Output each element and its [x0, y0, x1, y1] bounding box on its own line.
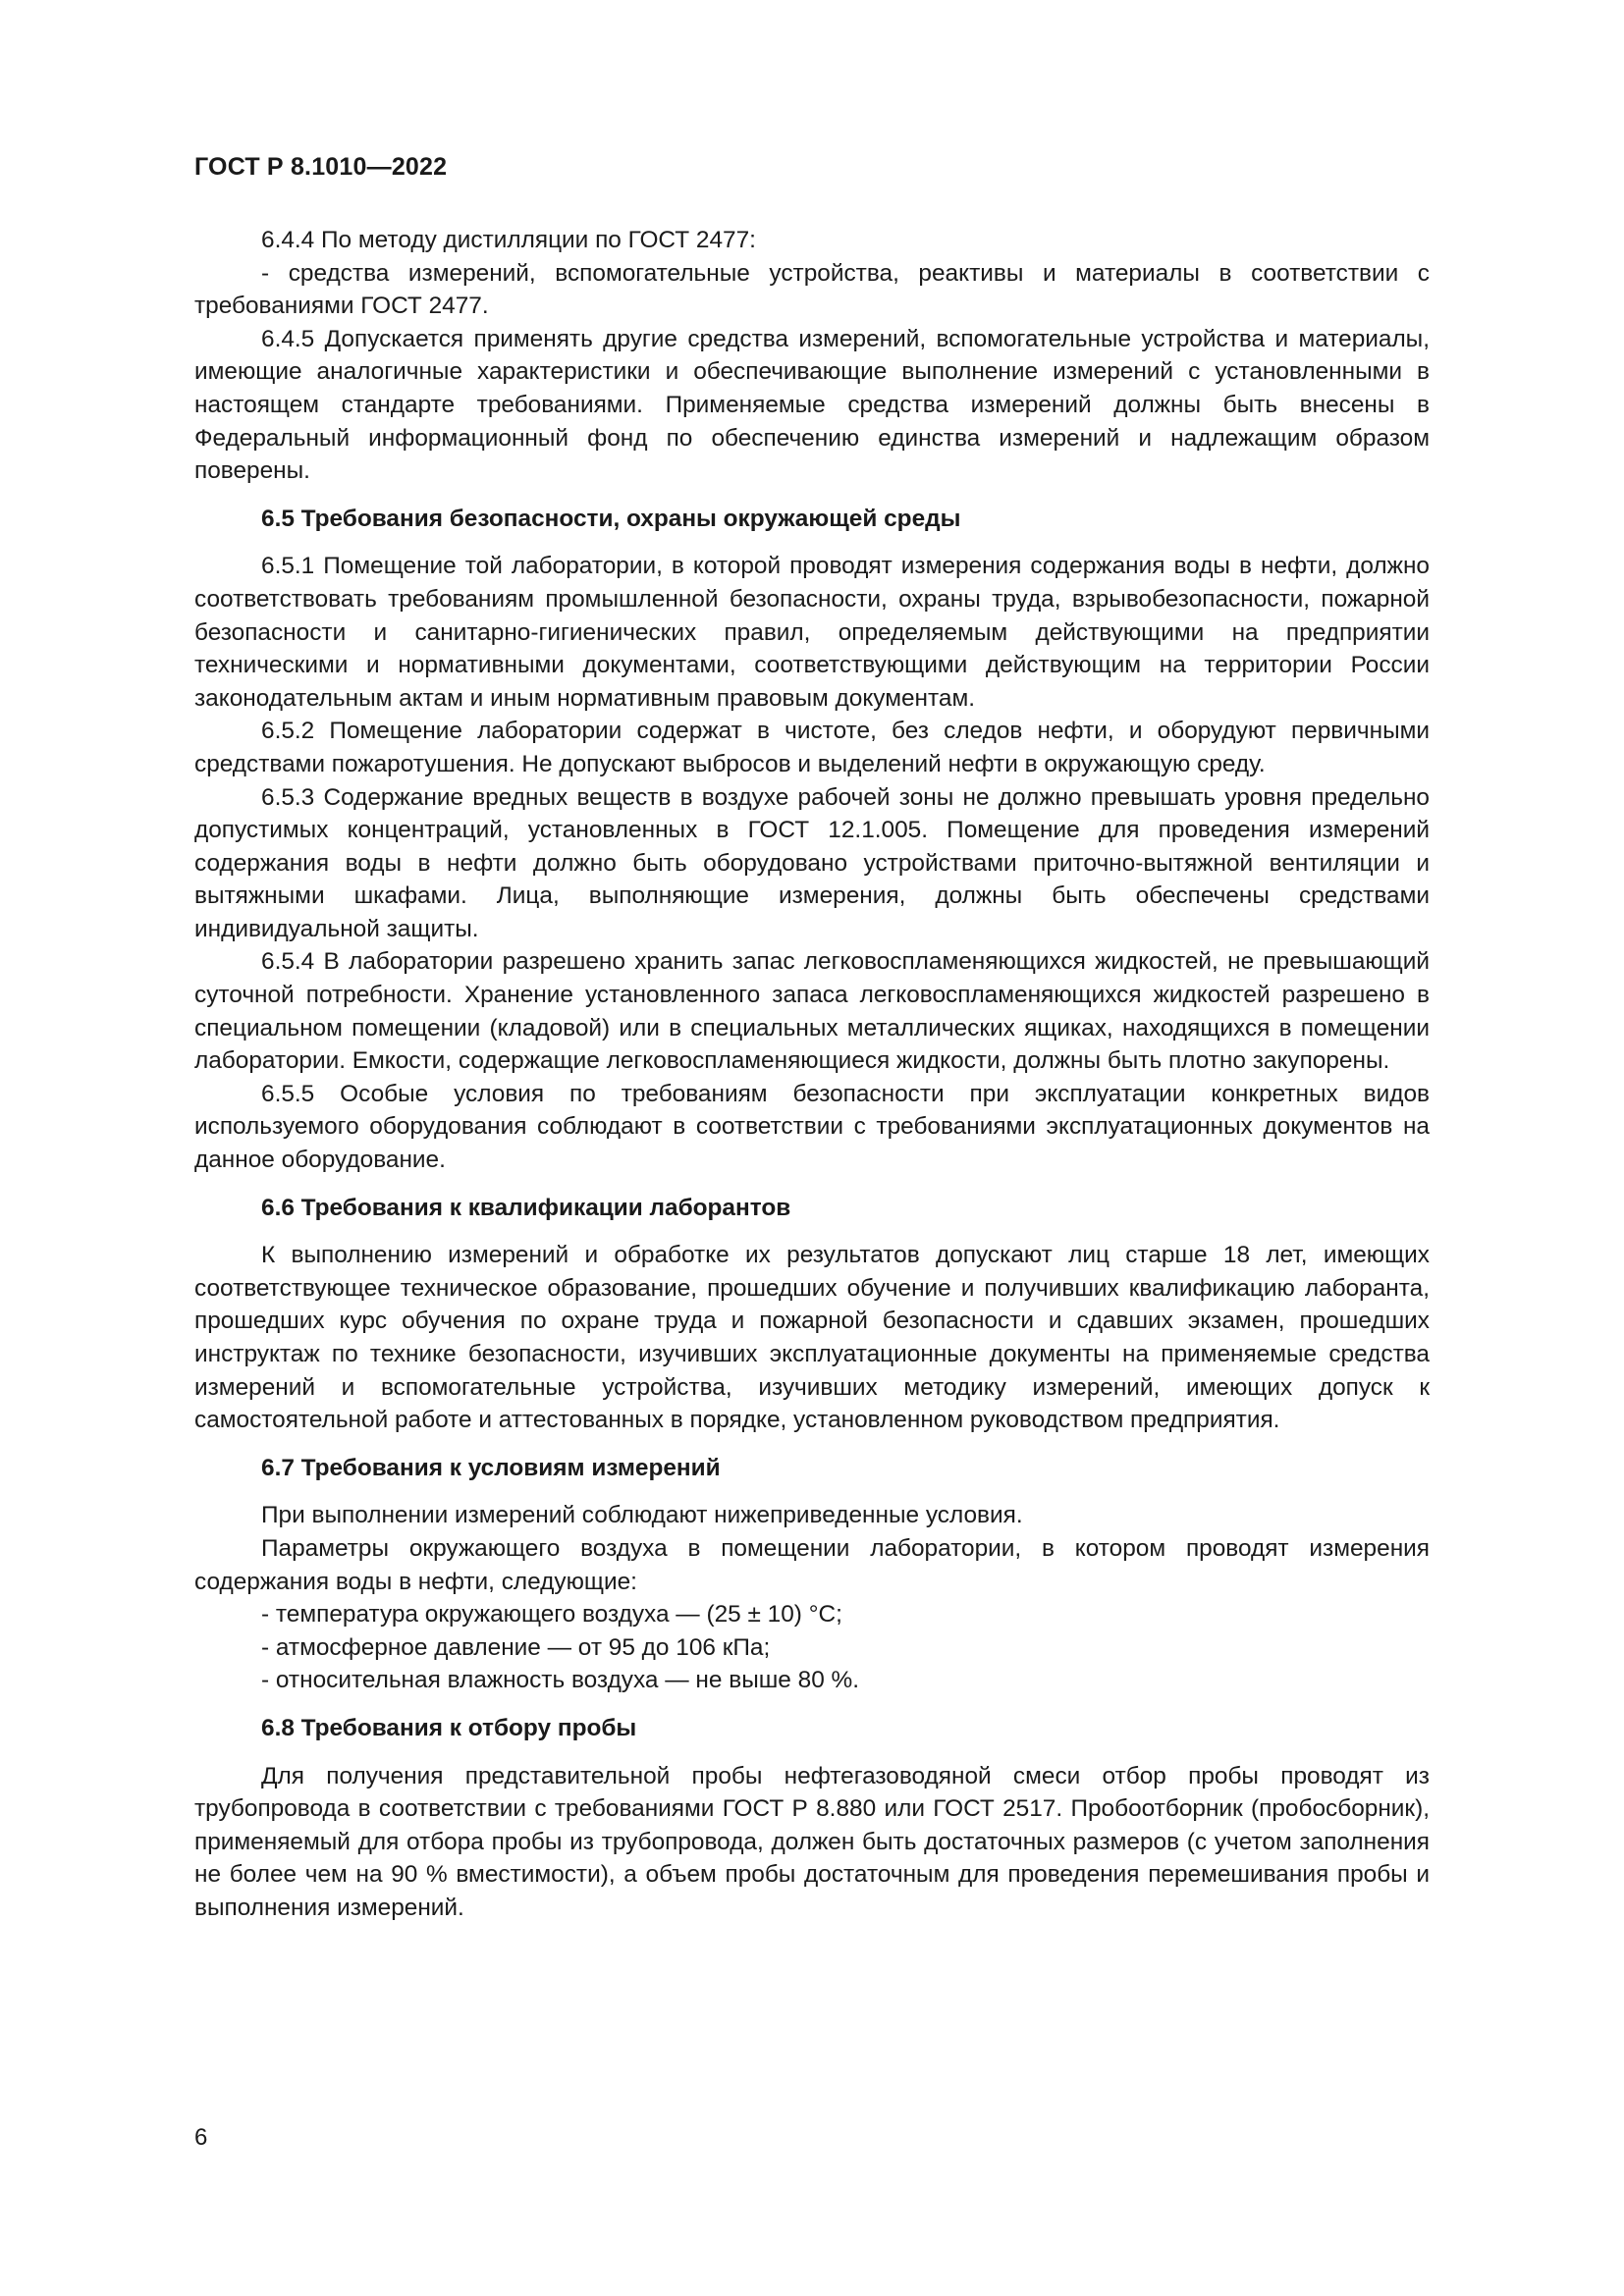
section-heading-6-5: 6.5 Требования безопасности, охраны окружающей среды [261, 505, 961, 532]
paragraph-6-6: К выполнению измерений и обработке их результатов допускают лиц старше 18 лет, имеющих соответствующее техническое образование, прошедших обучение и получивших квалификацию лаборанта, прошедших курс обучения по охране труда и пожарной безопасности и сдавших экзамен, прошедших инструктаж по технике безопасности, изучивших эксплуатационные документы на применяемые средства измерений и вспомогательные устройства, изучивших методику измерений, имеющих допуск к самостоятельной работе и аттестованных в порядке, установленном руководством предприятия. [194, 1242, 1430, 1434]
page-number: 6 [194, 2124, 208, 2151]
paragraph-6-5-1: 6.5.1 Помещение той лаборатории, в которой проводят измерения содержания воды в нефти, должно соответствовать требованиям промышленной безопасности, охраны труда, взрывобезопасности, пожарной безопасности и санитарно-гигиенических правил, определяемым действующими на предприятии техническими и нормативными документами, соответствующими действующим на территории России законодательным актам и иным нормативным правовым документам. [194, 553, 1430, 712]
paragraph-6-4-4: 6.4.4 По методу дистилляции по ГОСТ 2477: [261, 227, 756, 253]
section-heading-6-7: 6.7 Требования к условиям измерений [261, 1454, 721, 1481]
list-item: - относительная влажность воздуха — не выше 80 %. [261, 1667, 860, 1694]
list-item: - температура окружающего воздуха — (25 ± 10) °С; [261, 1601, 842, 1629]
paragraph-6-7-intro: При выполнении измерений соблюдают нижеприведенные условия. [261, 1502, 1023, 1529]
paragraph-6-7-params: Параметры окружающего воздуха в помещении лаборатории, в котором проводят измерения содержания воды в нефти, следующие: [194, 1534, 1430, 1595]
paragraph-6-5-4: 6.5.4 В лаборатории разрешено хранить запас легковоспламеняющихся жидкостей, не превышающий суточной потребности. Хранение установленного запаса легковоспламеняющихся жидкостей разрешено в специальном помещении (кладовой) или в специальных металлических ящиках, находящихся в помещении лаборатории. Емкости, содержащие легковоспламеняющиеся жидкости, должны быть плотно закупорены. [194, 948, 1430, 1075]
paragraph-6-8: Для получения представительной пробы нефтегазоводяной смеси отбор пробы проводят из трубопровода в соответствии с требованиями ГОСТ Р 8.880 или ГОСТ 2517. Пробоотборник (пробосборник), применяемый для отбора пробы из трубопровода, должен быть достаточных размеров (с учетом заполнения не более чем на 90 % вместимости), а объем пробы достаточным для проведения перемешивания пробы и выполнения измерений. [194, 1762, 1430, 1921]
paragraph-6-5-3: 6.5.3 Содержание вредных веществ в воздухе рабочей зоны не должно превышать уровня предельно допустимых концентраций, установленных в ГОСТ 12.1.005. Помещение для проведения измерений содержания воды в нефти должно быть оборудовано устройствами приточно-вытяжной вентиляции и вытяжными шкафами. Лица, выполняющие измерения, должны быть обеспечены средствами индивидуальной защиты. [194, 783, 1430, 942]
paragraph-6-4-5: 6.4.5 Допускается применять другие средства измерений, вспомогательные устройства и материалы, имеющие аналогичные характеристики и обеспечивающие выполнение измерений с установленными в настоящем стандарте требованиями. Применяемые средства измерений должны быть внесены в Федеральный информационный фонд по обеспечению единства измерений и надлежащим образом поверены. [194, 325, 1430, 485]
section-heading-6-6: 6.6 Требования к квалификации лаборантов [261, 1194, 791, 1221]
section-heading-6-8: 6.8 Требования к отбору пробы [261, 1714, 637, 1741]
list-item: - атмосферное давление — от 95 до 106 кПа; [261, 1633, 771, 1661]
document-body [194, 224, 1430, 1925]
document-header: ГОСТ Р 8.1010—2022 [194, 153, 448, 181]
list-item: - средства измерений, вспомогательные устройства, реактивы и материалы в соответствии с требованиями ГОСТ 2477. [194, 259, 1430, 320]
paragraph-6-5-5: 6.5.5 Особые условия по требованиям безопасности при эксплуатации конкретных видов используемого оборудования соблюдают в соответствии с требованиями эксплуатационных документов на данное оборудование. [194, 1080, 1430, 1174]
paragraph-6-5-2: 6.5.2 Помещение лаборатории содержат в чистоте, без следов нефти, и оборудуют первичными средствами пожаротушения. Не допускают выбросов и выделений нефти в окружающую среду. [194, 718, 1430, 777]
